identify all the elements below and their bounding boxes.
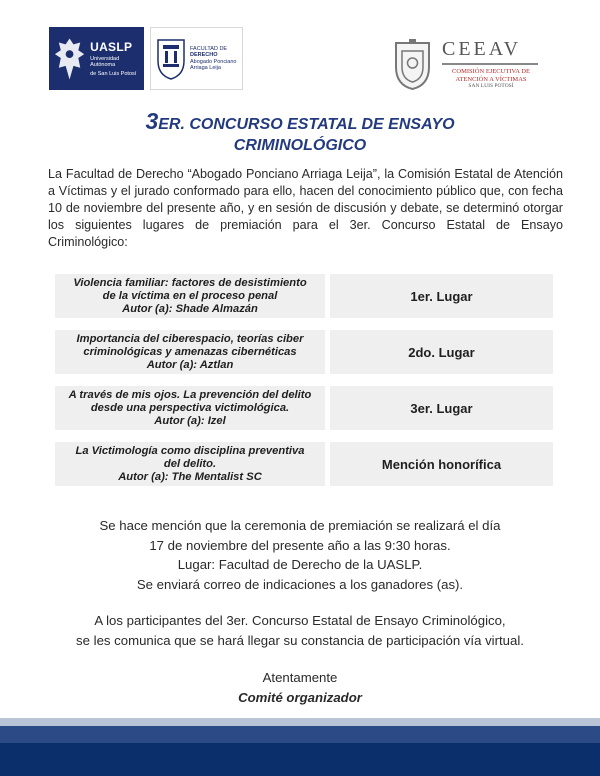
uaslp-subtitle-2: de San Luis Potosí bbox=[90, 70, 137, 77]
ceremony-line-3: Lugar: Facultad de Derecho de la UASLP. bbox=[177, 557, 423, 572]
uaslp-name: UASLP bbox=[90, 39, 133, 54]
title-number: 3 bbox=[145, 108, 159, 134]
result-title-2b: criminológicas y amenazas cibernéticas bbox=[83, 345, 297, 358]
uaslp-subtitle-1: Universidad Autónoma bbox=[90, 55, 120, 69]
result-place-3: 3er. Lugar bbox=[330, 386, 553, 430]
result-author-4: Autor (a): The Mentalist SC bbox=[118, 470, 262, 483]
result-author-1: Autor (a): Shade Almazán bbox=[122, 302, 258, 315]
uaslp-logo bbox=[49, 27, 144, 90]
ceeav-seal-icon bbox=[390, 37, 435, 92]
result-row-1 bbox=[55, 274, 553, 318]
ceeav-divider bbox=[442, 63, 538, 65]
faculty-logo bbox=[150, 27, 243, 90]
result-title-1b: de la víctima en el proceso penal bbox=[102, 289, 278, 302]
participants-info bbox=[0, 611, 600, 650]
faculty-shield-icon bbox=[155, 37, 187, 81]
closing-greeting: Atentamente bbox=[262, 670, 338, 685]
result-work-2 bbox=[55, 330, 325, 374]
result-work-1 bbox=[55, 274, 325, 318]
title-line-2: CRIMINOLÓGICO bbox=[233, 137, 367, 154]
result-title-3a: A través de mis ojos. La prevención del delito bbox=[68, 388, 312, 401]
ceeav-sub-1: COMISIÓN EJECUTIVA DE bbox=[452, 68, 530, 75]
uaslp-eagle-icon bbox=[53, 34, 86, 84]
page-title bbox=[0, 108, 600, 156]
result-title-4b: del delito. bbox=[163, 457, 217, 470]
result-title-3b: desde una perspectiva victimológica. bbox=[90, 401, 290, 414]
ceremony-line-4: Se enviará correo de indicaciones a los ganadores (as). bbox=[136, 576, 464, 592]
faculty-line-4: Arriaga Leija bbox=[190, 65, 221, 71]
ceeav-name: CEEAV bbox=[442, 38, 522, 60]
result-title-4a: La Victimología como disciplina preventiva bbox=[75, 444, 305, 457]
result-place-1: 1er. Lugar bbox=[330, 274, 553, 318]
faculty-line-1: FACULTAD DE bbox=[190, 45, 228, 52]
ceeav-sub-3: SAN LUIS POTOSÍ bbox=[468, 83, 514, 89]
result-row-4 bbox=[55, 442, 553, 486]
result-title-2a: Importancia del ciberespacio, teorías ciber bbox=[76, 332, 304, 345]
result-author-3: Autor (a): Izel bbox=[154, 414, 226, 427]
footer-bar-light bbox=[0, 718, 600, 726]
result-place-2: 2do. Lugar bbox=[330, 330, 553, 374]
result-row-3 bbox=[55, 386, 553, 430]
ceremony-info bbox=[0, 516, 600, 594]
faculty-line-3: Abogado Ponciano bbox=[190, 58, 237, 65]
title-line-1: ER. CONCURSO ESTATAL DE ENSAYO bbox=[158, 116, 455, 133]
result-work-3 bbox=[55, 386, 325, 430]
result-row-2 bbox=[55, 330, 553, 374]
result-place-4: Mención honorífica bbox=[330, 442, 553, 486]
closing-signature: Comité organizador bbox=[238, 689, 362, 705]
result-author-2: Autor (a): Aztlan bbox=[146, 358, 234, 371]
participants-line-2: se les comunica que se hará llegar su constancia de participación vía virtual. bbox=[76, 632, 524, 648]
intro-paragraph: La Facultad de Derecho “Abogado Ponciano Arriaga Leija”, la Comisión Estatal de Atención a Víctimas y el jurado conformado para ello, hacen del conocimiento público que, con fecha 10 de noviembre del presente año, y en sesión de discusión y debate, se determinó otorgar los siguientes lugares de premiación para el 3er. Concurso Estatal de Ensayo Criminológico: bbox=[48, 167, 563, 249]
footer-bar-dark bbox=[0, 743, 600, 776]
result-title-1a: Violencia familiar: factores de desistimiento bbox=[73, 276, 307, 289]
ceeav-logo bbox=[390, 37, 540, 93]
participants-line-1: A los participantes del 3er. Concurso Estatal de Ensayo Criminológico, bbox=[94, 613, 506, 628]
ceremony-line-1: Se hace mención que la ceremonia de premiación se realizará el día bbox=[99, 518, 501, 533]
ceeav-sub-2: ATENCIÓN A VÍCTIMAS bbox=[455, 75, 527, 83]
faculty-line-2: DERECHO bbox=[190, 52, 218, 58]
ceremony-line-2: 17 de noviembre del presente año a las 9:30 horas. bbox=[149, 537, 451, 553]
closing bbox=[0, 668, 600, 707]
footer-bar-mid bbox=[0, 726, 600, 743]
result-work-4 bbox=[55, 442, 325, 486]
